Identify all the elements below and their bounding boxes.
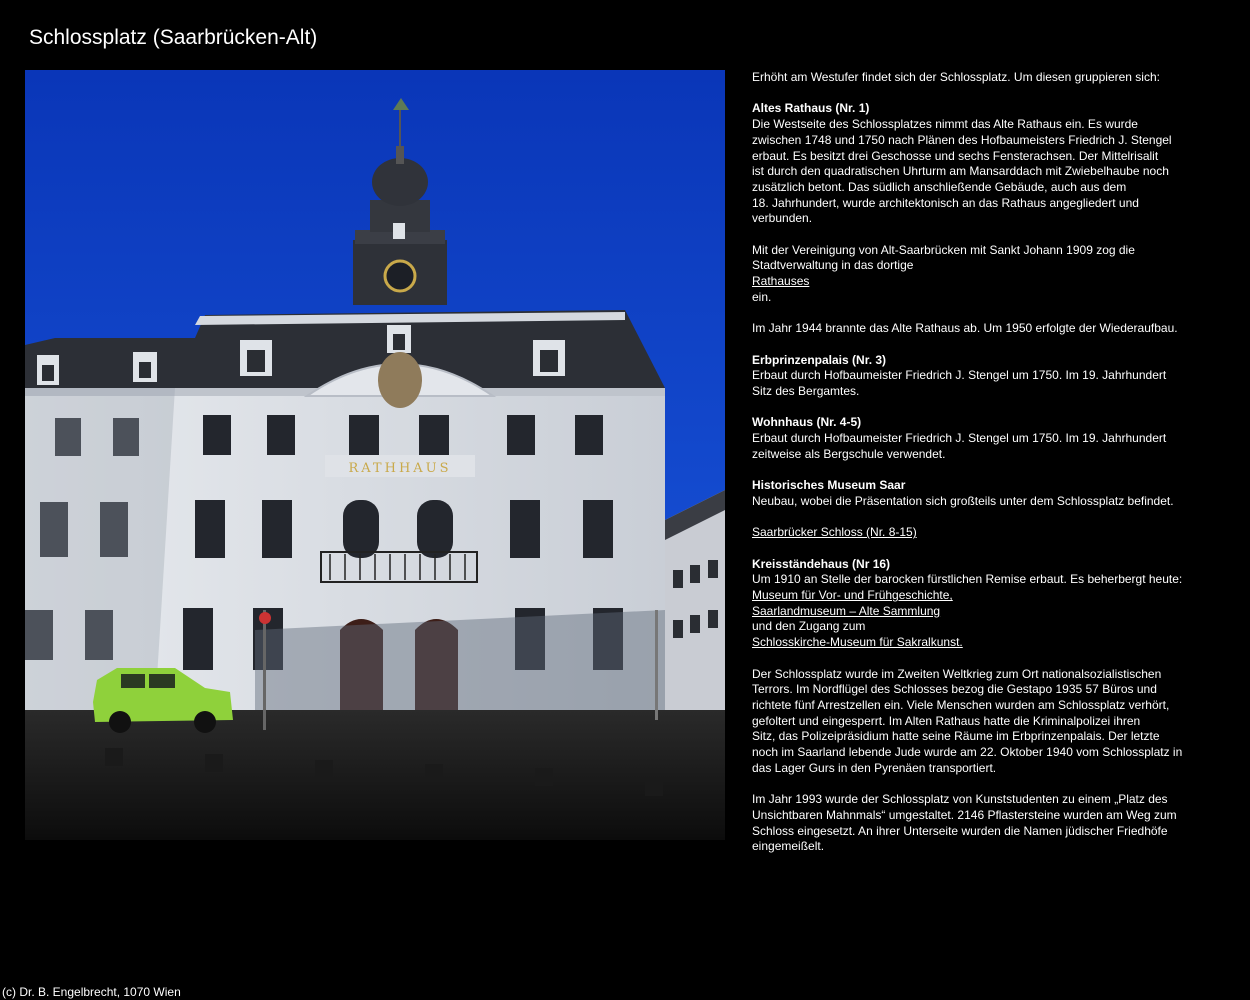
- text-line: gefoltert und eingesperrt. Im Alten Rathaus hatte die Kriminalpolizei ihren: [752, 713, 1141, 728]
- text-line: verbunden.: [752, 211, 813, 226]
- section-memorial: [752, 792, 1202, 855]
- section-schloss: [752, 525, 1202, 541]
- schlosskirche-museum-link[interactable]: Schlosskirche-Museum für Sakralkunst.: [752, 635, 963, 650]
- text-line: Um 1910 an Stelle der barocken fürstlichen Remise erbaut. Es beherbergt heute:: [752, 572, 1183, 587]
- text-line: Unsichtbaren Mahnmals“ umgestaltet. 2146 Pflastersteine wurden am Weg zum: [752, 807, 1177, 822]
- fire-text: Im Jahr 1944 brannte das Alte Rathaus ab. Um 1950 erfolgte der Wiederaufbau.: [752, 321, 1178, 336]
- section-union: [752, 243, 1202, 306]
- text-line: noch im Saarland lebende Jude wurde am 22. Oktober 1940 vom Schlossplatz in: [752, 745, 1183, 760]
- intro-text: Erhöht am Westufer findet sich der Schlossplatz. Um diesen gruppieren sich:: [752, 70, 1160, 84]
- heading-erbprinzenpalais: Erbprinzenpalais (Nr. 3): [752, 352, 887, 367]
- page-title: Schlossplatz (Saarbrücken-Alt): [29, 26, 318, 49]
- article: [752, 70, 1202, 871]
- text-line: zusätzlich betont. Das südlich anschließende Gebäude, auch aus dem: [752, 179, 1127, 194]
- section-erbprinzenpalais: [752, 353, 1202, 400]
- museum-vor-fruehgeschichte-link[interactable]: Museum für Vor- und Frühgeschichte,: [752, 588, 953, 603]
- saarlandmuseum-link[interactable]: Saarlandmuseum – Alte Sammlung: [752, 603, 941, 618]
- text-line: das Lager Gurs in den Pyrenäen transportiert.: [752, 760, 997, 775]
- heading-rathaus: Altes Rathaus (Nr. 1): [752, 101, 870, 116]
- text-line: zeitweise als Bergschule verwendet.: [752, 446, 946, 461]
- text-line: ein.: [752, 289, 772, 304]
- text-line: Sitz des Bergamtes.: [752, 384, 860, 398]
- text-line: Der Schlossplatz wurde im Zweiten Weltkrieg zum Ort nationalsozialistischen: [752, 666, 1162, 681]
- text-line: zwischen 1748 und 1750 nach Plänen des Hofbaumeisters Friedrich J. Stengel: [752, 132, 1172, 147]
- section-kreisstaendehaus: [752, 557, 1202, 651]
- text-line: Im Jahr 1993 wurde der Schlossplatz von Kunststudenten zu einem „Platz des: [752, 792, 1168, 807]
- section-wohnhaus: [752, 415, 1202, 462]
- heading-kreisstaendehaus: Kreisständehaus (Nr 16): [752, 556, 891, 571]
- heading-museum: Historisches Museum Saar: [752, 478, 906, 493]
- text-line: 18. Jahrhundert, wurde architektonisch an das Rathaus angegliedert und: [752, 195, 1139, 210]
- text-line: Terrors. Im Nordflügel des Schlosses bezog die Gestapo 1935 57 Büros und: [752, 682, 1157, 697]
- section-war: [752, 667, 1202, 777]
- rathaus-photo: [25, 70, 725, 840]
- text-line: richtete fünf Arrestzellen ein. Viele Menschen wurden am Schlossplatz verhört,: [752, 697, 1170, 712]
- text-line: ist durch den quadratischen Uhrturm am Mansarddach mit Zwiebelhaube noch: [752, 164, 1169, 179]
- text-line: Mit der Vereinigung von Alt-Saarbrücken mit Sankt Johann 1909 zog die: [752, 242, 1135, 257]
- text-line: eingemeißelt.: [752, 839, 825, 854]
- text-line: Erbaut durch Hofbaumeister Friedrich J. Stengel um 1750. Im 19. Jahrhundert: [752, 368, 1167, 383]
- text-line: und den Zugang zum: [752, 619, 866, 634]
- rathauses-link[interactable]: Rathauses: [752, 274, 810, 289]
- saarbruecker-schloss-link[interactable]: Saarbrücker Schloss (Nr. 8-15): [752, 525, 917, 540]
- text-line: Die Westseite des Schlossplatzes nimmt das Alte Rathaus ein. Es wurde: [752, 117, 1138, 132]
- section-museum: [752, 478, 1202, 509]
- rathaus-sign: RATHHAUS: [348, 461, 452, 476]
- section-rathaus: [752, 101, 1202, 227]
- text-line: Stadtverwaltung in das dortige: [752, 258, 914, 273]
- text-line: Schloss eingesetzt. An ihrer Unterseite wurden die Namen jüdischer Friedhöfe: [752, 823, 1168, 838]
- text-line: erbaut. Es besitzt drei Geschosse und sechs Fensterachsen. Der Mittelrisalit: [752, 148, 1159, 163]
- text-line: Sitz, das Polizeipräsidium hatte seine Räume im Erbprinzenpalais. Der letzte: [752, 729, 1160, 744]
- text-line: Erbaut durch Hofbaumeister Friedrich J. Stengel um 1750. Im 19. Jahrhundert: [752, 431, 1167, 446]
- text-line: Neubau, wobei die Präsentation sich großteils unter dem Schlossplatz befindet.: [752, 493, 1174, 508]
- copyright-footer: (c) Dr. B. Engelbrecht, 1070 Wien: [2, 985, 181, 999]
- heading-wohnhaus: Wohnhaus (Nr. 4-5): [752, 415, 862, 430]
